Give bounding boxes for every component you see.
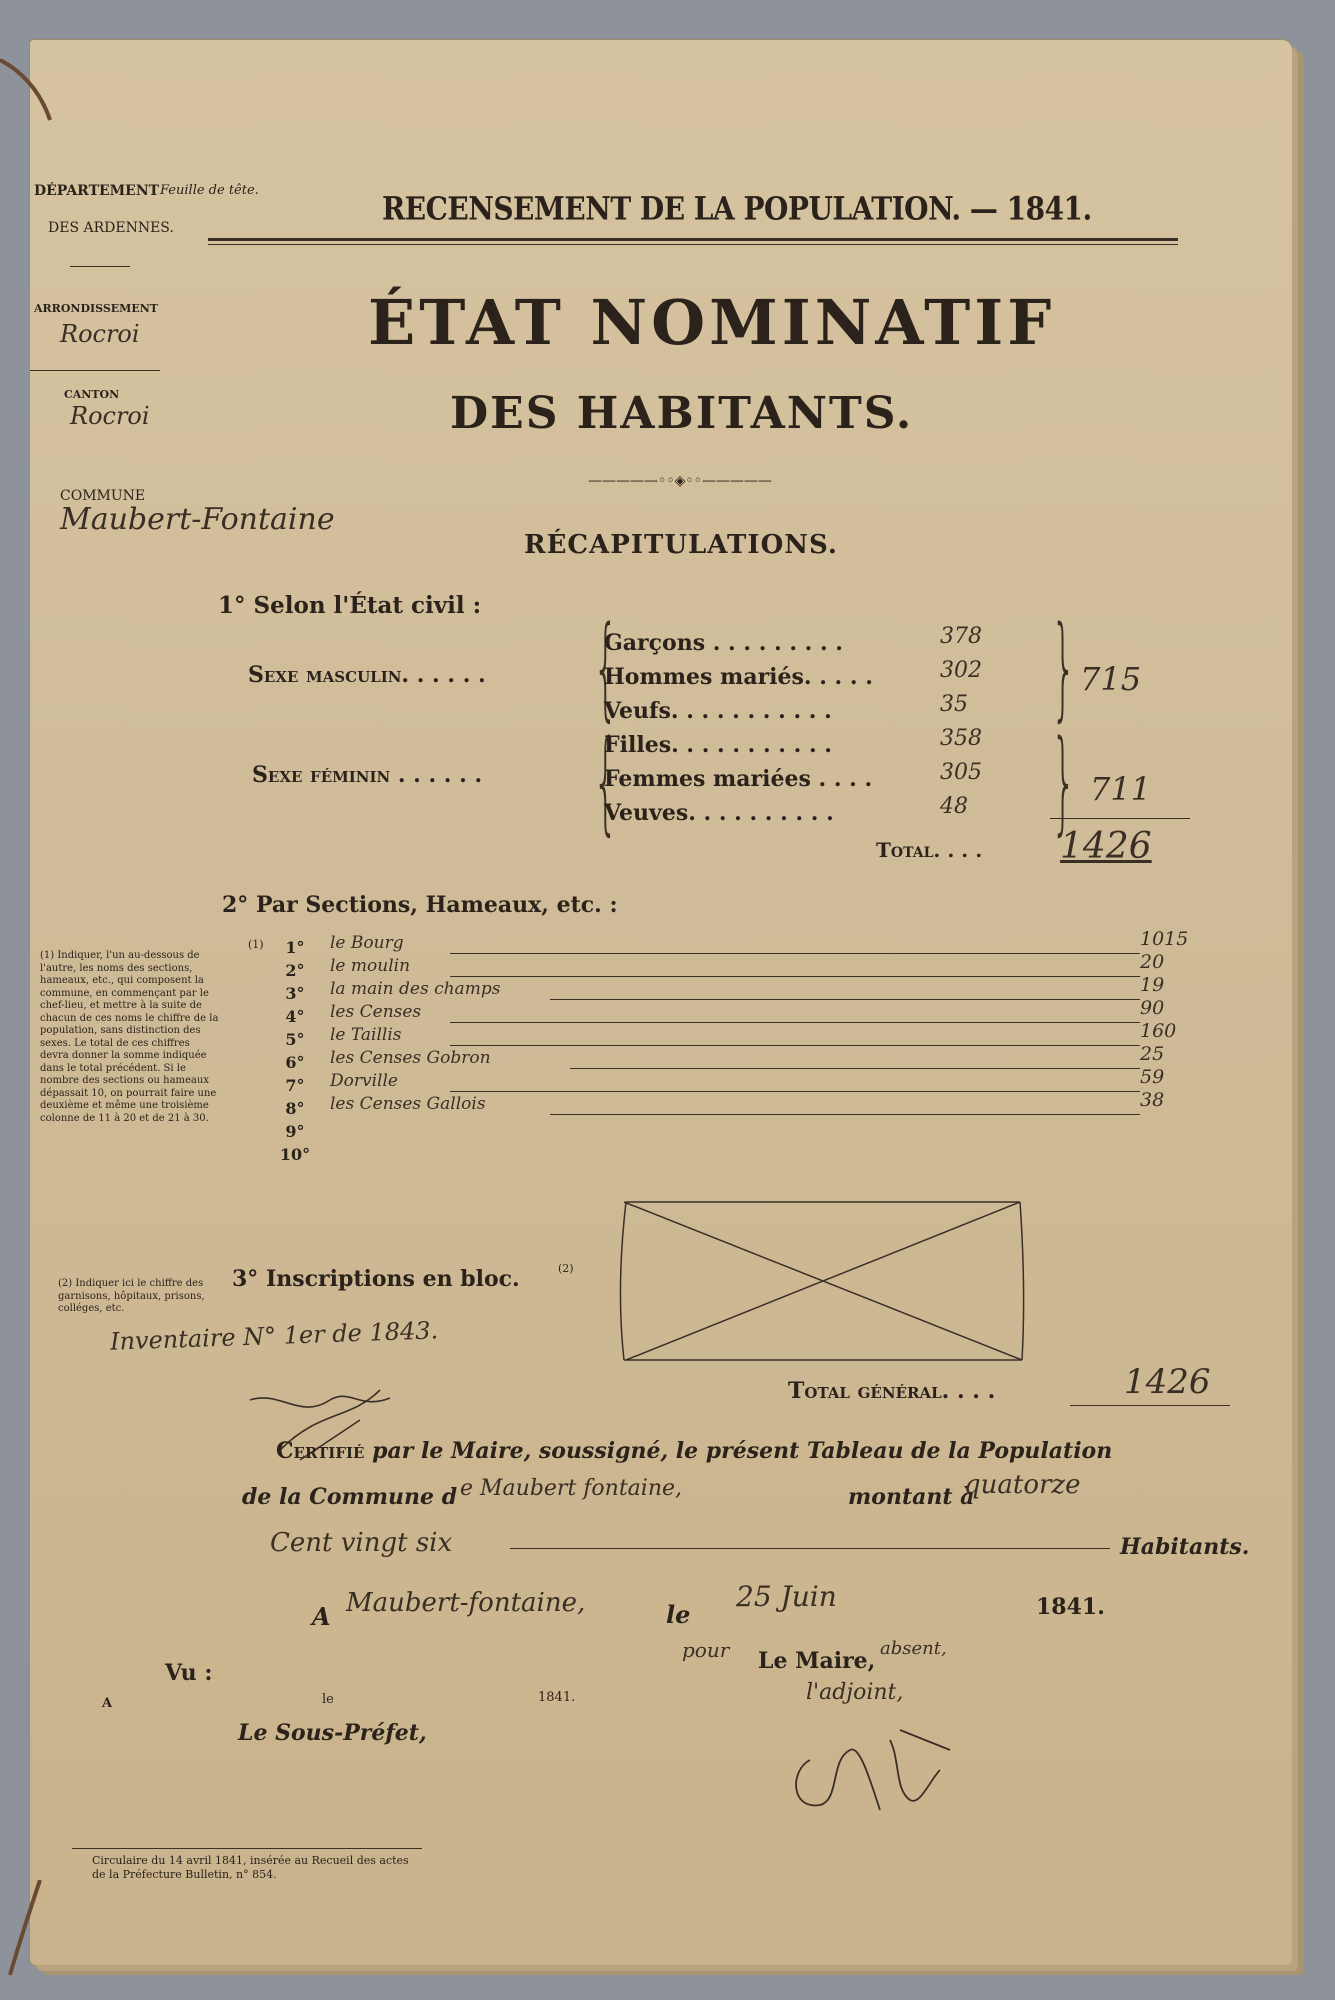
veuves-label: Veuves. . . . . . . . . . bbox=[604, 800, 834, 826]
inventaire-note: Inventaire N° 1er de 1843. bbox=[109, 1316, 439, 1356]
arrondissement-value: Rocroi bbox=[60, 320, 140, 348]
row-num: 10° bbox=[279, 1145, 311, 1164]
hommes-maries-label: Hommes mariés. . . . . bbox=[604, 664, 873, 690]
binding-string-bottom bbox=[0, 1880, 60, 1980]
cert-line-1 bbox=[276, 1438, 1112, 1464]
binding-string-top bbox=[0, 30, 60, 130]
date-hand: 25 Juin bbox=[736, 1580, 837, 1613]
title-des-habitants: DES HABITANTS. bbox=[450, 388, 914, 439]
section-value: 38 bbox=[1140, 1089, 1165, 1111]
total-general-label: Total général. . . . bbox=[788, 1378, 996, 1404]
vu-le-label: le bbox=[322, 1692, 334, 1707]
departement-label: DÉPARTEMENT bbox=[34, 183, 160, 199]
pour-hand: pour bbox=[682, 1638, 730, 1662]
canton-label: CANTON bbox=[64, 388, 120, 401]
section-value: 19 bbox=[1140, 974, 1165, 996]
amount-hand-2: Cent vingt six bbox=[270, 1528, 453, 1558]
row-line bbox=[550, 1114, 1140, 1115]
row-num: 9° bbox=[285, 1122, 305, 1141]
departement-value: DES ARDENNES. bbox=[48, 220, 174, 236]
row-num: 7° bbox=[285, 1076, 305, 1095]
brace-left-masc: { bbox=[593, 603, 619, 733]
circulaire-note: Circulaire du 14 avril 1841, insérée au Recueil des actes de la Préfecture Bulletin, n° 854. bbox=[92, 1854, 409, 1881]
section-name: les Censes Gobron bbox=[330, 1048, 491, 1068]
recapitulations-heading: RÉCAPITULATIONS. bbox=[524, 530, 838, 560]
divider bbox=[30, 370, 160, 371]
absent-hand: absent, bbox=[880, 1638, 947, 1659]
header-rule-thin bbox=[208, 244, 1178, 245]
row-line bbox=[450, 1091, 1140, 1092]
section-value: 25 bbox=[1140, 1043, 1165, 1065]
a-label: A bbox=[312, 1602, 331, 1631]
amount-hand-1: quatorze bbox=[964, 1470, 1081, 1500]
arrondissement-label: ARRONDISSEMENT bbox=[34, 302, 158, 315]
section-values bbox=[1140, 928, 1230, 1112]
filles-value: 358 bbox=[940, 726, 982, 751]
civil-state-values bbox=[940, 620, 982, 824]
section-value: 160 bbox=[1140, 1020, 1177, 1042]
sexe-feminin-label: Sexe féminin . . . . . . bbox=[252, 762, 483, 788]
footer-rule bbox=[72, 1848, 422, 1849]
row-num: 2° bbox=[285, 961, 305, 980]
filles-label: Filles. . . . . . . . . . . bbox=[604, 732, 832, 758]
row-line bbox=[450, 976, 1140, 977]
recensement-heading: RECENSEMENT DE LA POPULATION. — 1841. bbox=[382, 189, 1092, 228]
section-value: 59 bbox=[1140, 1066, 1165, 1088]
cert-line-1-text: par le Maire, soussigné, le présent Tableau de la Population bbox=[372, 1438, 1113, 1464]
section-name: les Censes bbox=[330, 1002, 422, 1022]
row-num: 5° bbox=[285, 1030, 305, 1049]
place-hand: Maubert-fontaine, bbox=[346, 1588, 586, 1618]
ornament-divider: —————◦◦◈◦◦————— bbox=[588, 473, 772, 489]
row-num: 8° bbox=[285, 1099, 305, 1118]
section-name: le Bourg bbox=[330, 933, 404, 953]
section-value: 20 bbox=[1140, 951, 1165, 973]
section-value: 90 bbox=[1140, 997, 1165, 1019]
total-value: 1426 bbox=[1060, 826, 1152, 867]
year-label: 1841. bbox=[1036, 1594, 1105, 1620]
sous-prefet-label: Le Sous-Préfet, bbox=[238, 1720, 427, 1746]
brace-right-fem: } bbox=[1051, 717, 1077, 847]
divider bbox=[70, 266, 130, 267]
row-num: 3° bbox=[285, 984, 305, 1003]
section-name: la main des champs bbox=[330, 979, 501, 999]
montant-label: montant à bbox=[848, 1484, 975, 1510]
maire-label: Le Maire, bbox=[758, 1648, 876, 1674]
section-names bbox=[330, 932, 500, 1116]
femmes-mariees-value: 305 bbox=[940, 760, 982, 785]
section1-heading: 1° Selon l'État civil : bbox=[218, 592, 482, 619]
commune-prefix: de la Commune d bbox=[242, 1484, 458, 1510]
adjoint-hand: l'adjoint, bbox=[806, 1680, 904, 1705]
amount-rule bbox=[510, 1548, 1110, 1549]
hommes-maries-value: 302 bbox=[940, 658, 982, 683]
footnote-1: (1) Indiquer, l'un au-dessous de l'autre, les noms des sections, hameaux, etc., qui composent la commune, en commençant par le chef-lieu, et mettre à la suite de chacun de ces noms le chiffre de la population, sans distinction des sexes. Le total de ces chiffres devra donner la somme indiquée dans le total précédent. Si le nombre des sections ou hameaux dépassait 10, on pourrait faire une deuxième et même une troisième colonne de 11 à 20 et de 21 à 30. bbox=[40, 950, 219, 1124]
section2-marker: (1) bbox=[248, 938, 264, 951]
section-value: 1015 bbox=[1140, 928, 1189, 950]
brace-right-masc: } bbox=[1051, 603, 1077, 733]
total-general-value: 1426 bbox=[1124, 1362, 1211, 1402]
feminin-total: 711 bbox=[1090, 770, 1152, 808]
vu-label: Vu : bbox=[165, 1660, 213, 1686]
row-line bbox=[450, 1045, 1140, 1046]
row-line bbox=[570, 1068, 1140, 1069]
title-etat-nominatif: ÉTAT NOMINATIF bbox=[368, 286, 1056, 359]
section3-marker: (2) bbox=[558, 1262, 574, 1275]
civil-state-list bbox=[604, 626, 873, 830]
total-rule bbox=[1050, 818, 1190, 819]
habitants-label: Habitants. bbox=[1120, 1534, 1250, 1560]
census-form-page bbox=[30, 40, 1292, 1965]
masculin-total: 715 bbox=[1080, 660, 1142, 698]
commune-label: COMMUNE bbox=[60, 488, 146, 504]
brace-left-fem: { bbox=[593, 717, 619, 847]
garcons-label: Garçons . . . . . . . . . bbox=[604, 630, 843, 656]
section-name: le moulin bbox=[330, 956, 411, 976]
total-general-rule bbox=[1070, 1405, 1230, 1406]
footnote-2: (2) Indiquer ici le chiffre des garnisons, hôpitaux, prisons, colléges, etc. bbox=[58, 1278, 205, 1314]
row-line bbox=[450, 1022, 1140, 1023]
veuves-value: 48 bbox=[940, 794, 968, 819]
certifie-word: Certifié bbox=[276, 1438, 365, 1464]
commune-hand: e Maubert fontaine, bbox=[460, 1476, 683, 1501]
row-num: 1° bbox=[285, 938, 305, 957]
veufs-value: 35 bbox=[940, 692, 968, 717]
total-label: Total. . . . bbox=[876, 838, 983, 862]
feuille-de-tete: Feuille de tête. bbox=[160, 183, 259, 198]
le-label: le bbox=[666, 1600, 691, 1629]
row-line bbox=[550, 999, 1140, 1000]
vu-year-label: 1841. bbox=[538, 1690, 576, 1705]
garcons-value: 378 bbox=[940, 624, 982, 649]
section-name: Dorville bbox=[330, 1071, 398, 1091]
sexe-masculin-label: Sexe masculin. . . . . . bbox=[248, 662, 486, 688]
row-line bbox=[450, 953, 1140, 954]
section-name: les Censes Gallois bbox=[330, 1094, 486, 1114]
maire-signature bbox=[780, 1720, 980, 1830]
section-numbers bbox=[274, 936, 316, 1166]
femmes-mariees-label: Femmes mariées . . . . bbox=[604, 766, 873, 792]
header-rule bbox=[208, 238, 1178, 241]
section2-heading: 2° Par Sections, Hameaux, etc. : bbox=[222, 892, 618, 918]
section3-heading: 3° Inscriptions en bloc. bbox=[232, 1266, 520, 1292]
canton-value: Rocroi bbox=[70, 402, 150, 430]
veufs-label: Veufs. . . . . . . . . . . bbox=[604, 698, 832, 724]
row-num: 4° bbox=[285, 1007, 305, 1026]
commune-value: Maubert-Fontaine bbox=[60, 502, 335, 537]
section-name: le Taillis bbox=[330, 1025, 402, 1045]
crossed-out-box bbox=[590, 1188, 1110, 1374]
row-num: 6° bbox=[285, 1053, 305, 1072]
vu-a-label: A bbox=[102, 1696, 113, 1711]
